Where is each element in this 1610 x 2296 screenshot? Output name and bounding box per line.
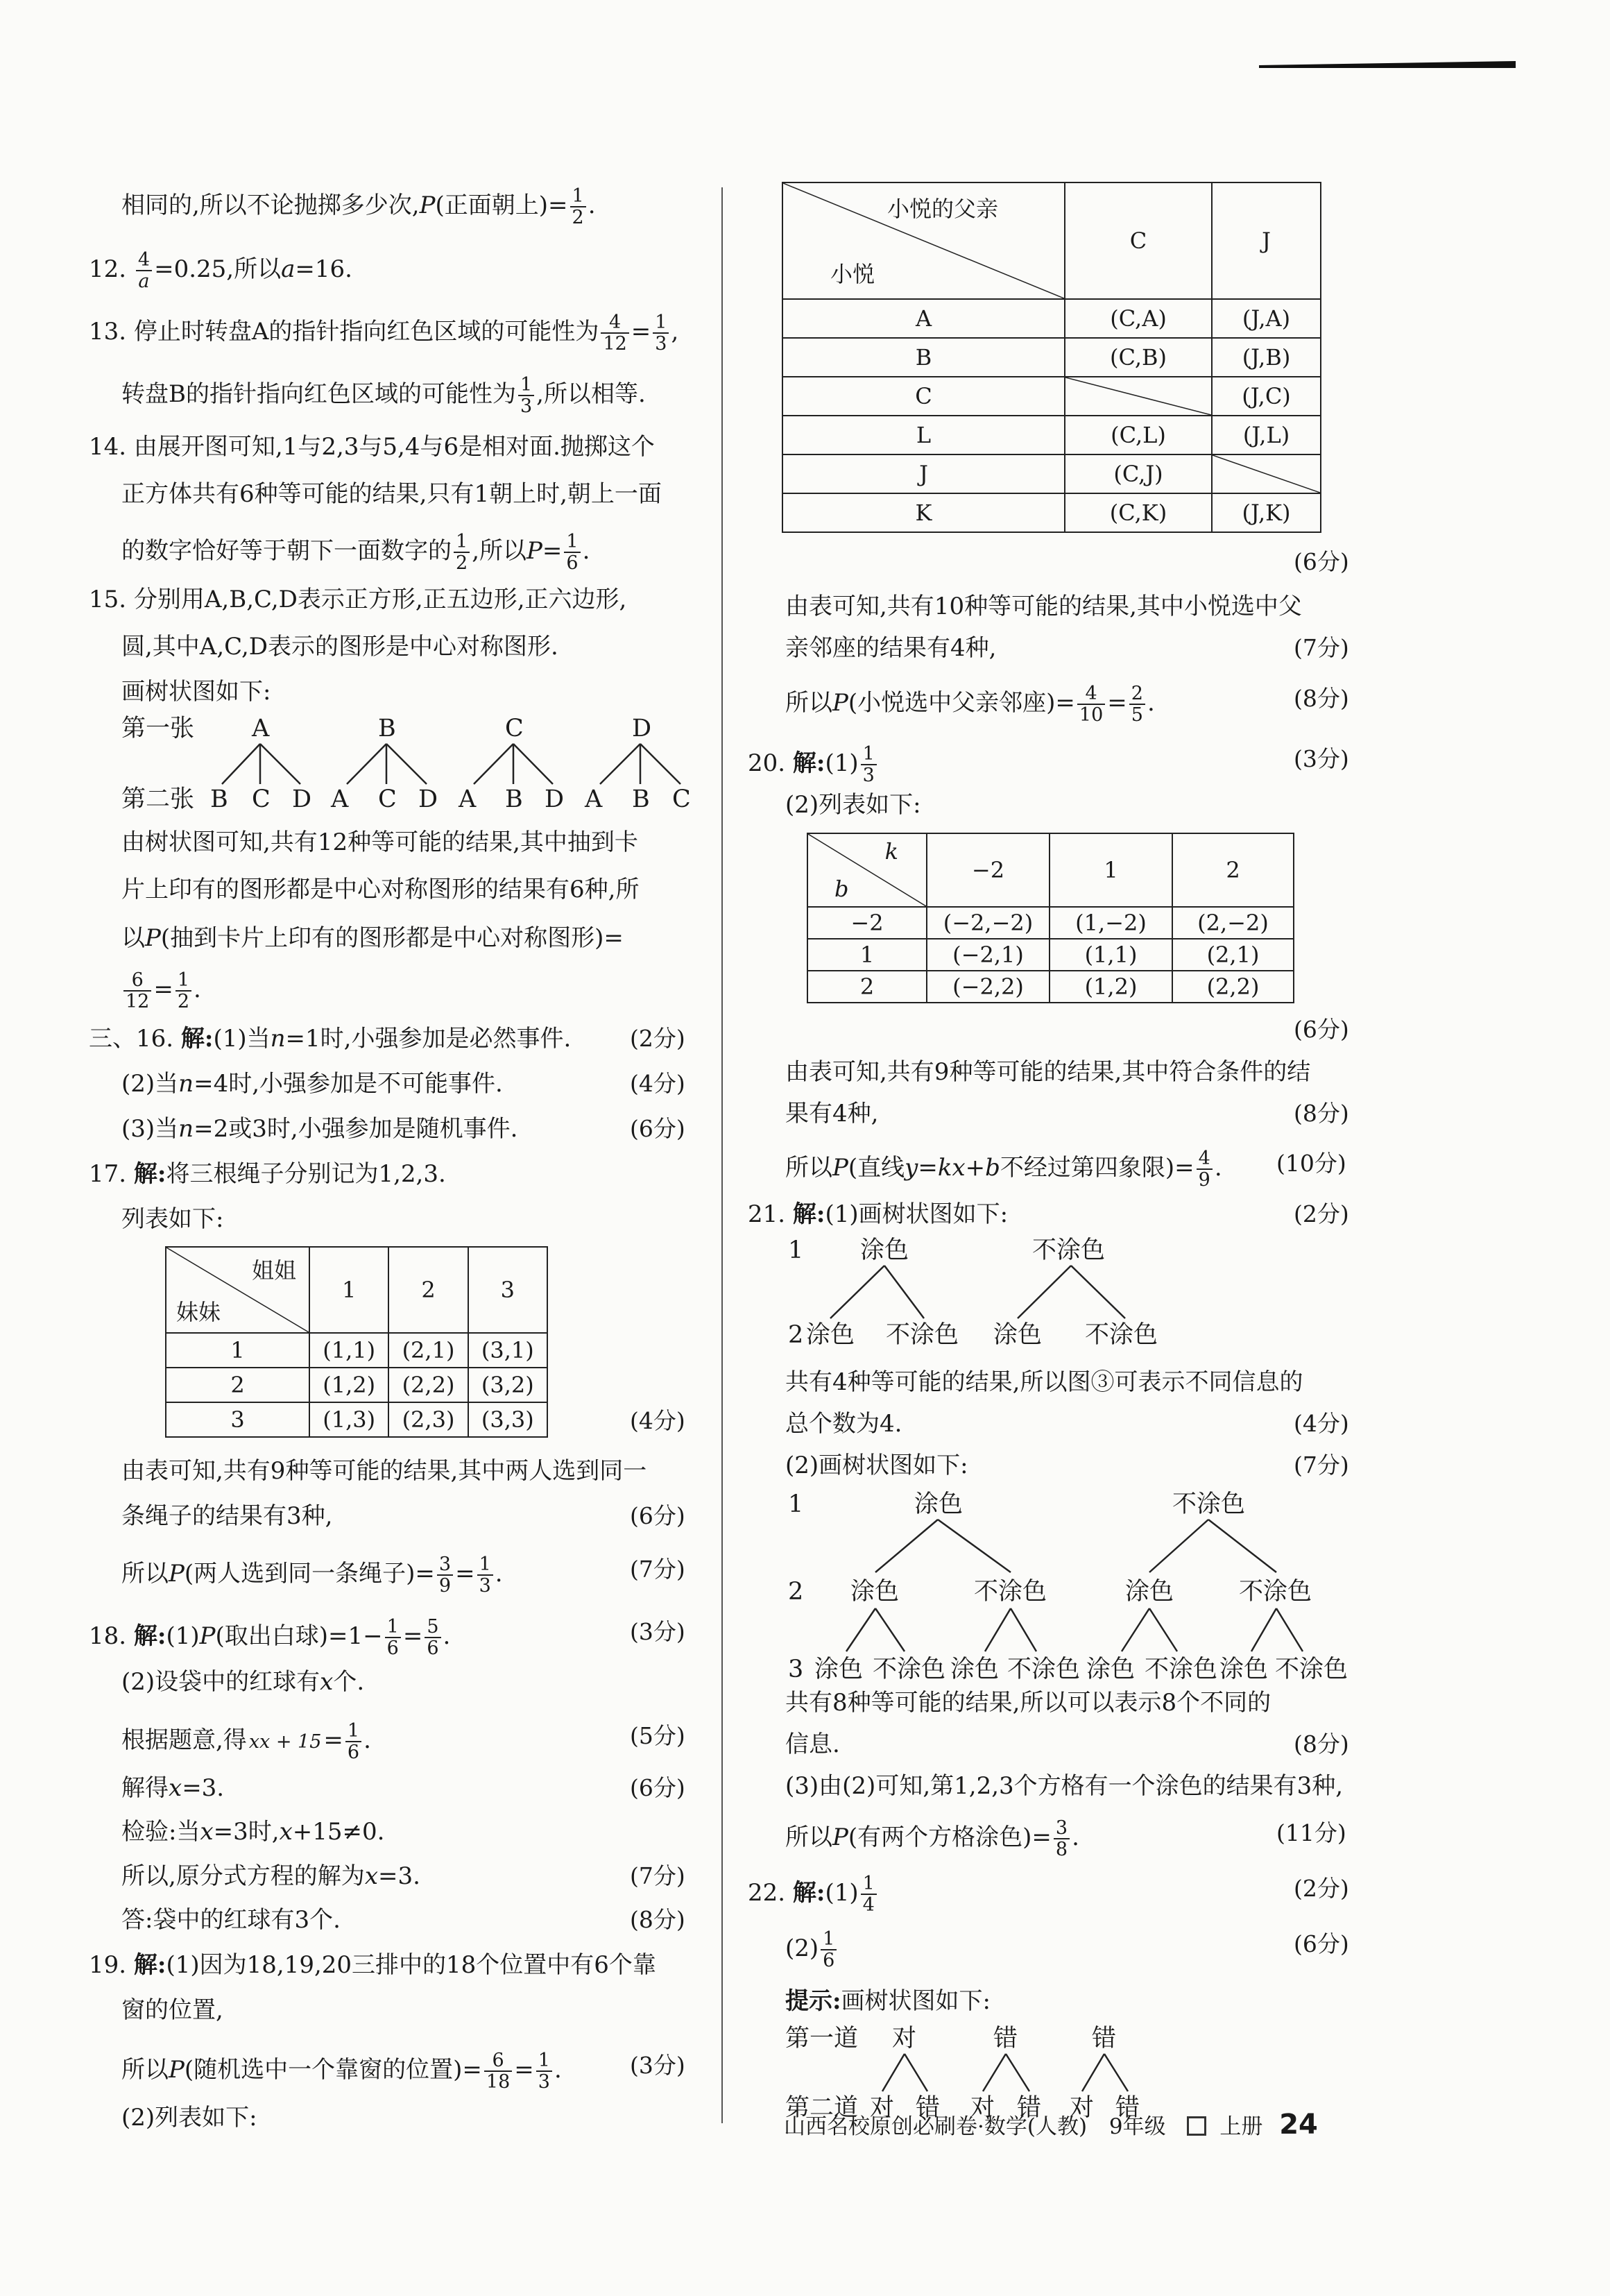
- score-mark: (6分): [1294, 1016, 1349, 1043]
- answer-21-line5: 共有8种等可能的结果,所以可以表示8个不同的: [785, 1689, 1271, 1717]
- answer-21-line8: 所以P(有两个方格涂色)= $\frac{3}{8}$ .: [785, 1817, 1079, 1860]
- fraction: $\frac{1}{6}$: [345, 1721, 361, 1762]
- tree-node: 不涂色: [1145, 1656, 1218, 1683]
- score-mark: (7分): [630, 1862, 685, 1889]
- table-row: [782, 454, 1321, 493]
- fraction: $\frac{5}{6}$: [425, 1617, 440, 1658]
- tree-node: 对: [1070, 2094, 1095, 2122]
- answer-17-line2: 列表如下:: [121, 1205, 224, 1233]
- corner-header-top: 姐姐: [251, 1257, 296, 1284]
- row-header: A: [782, 299, 1065, 338]
- table-cell: (J,K): [1212, 493, 1321, 532]
- fraction: $\frac{1}{6}$: [821, 1929, 837, 1971]
- answer-20-line5: 所以P(直线y=kx+b不经过第四象限)= $\frac{4}{9}$ .: [785, 1148, 1222, 1191]
- table-cell: (C,J): [1065, 454, 1212, 493]
- column-header: 3: [468, 1247, 547, 1333]
- table-cell: (2,1): [388, 1333, 468, 1368]
- tree-node: 涂色: [1086, 1656, 1136, 1683]
- tree-row-label: 第一道: [785, 2025, 859, 2052]
- line-11-tail: 相同的,所以不论抛掷多少次,P(正面朝上)= $\frac{1}{2}$ .: [121, 185, 596, 228]
- column-header: 1: [1050, 833, 1172, 907]
- table-row: [782, 338, 1321, 377]
- tree-row-label: 第二道: [785, 2094, 859, 2122]
- tree-node: 涂色: [814, 1656, 864, 1683]
- table-cell: (3,1): [468, 1333, 547, 1368]
- tree-node: 涂色: [860, 1236, 909, 1264]
- diagonal-line: [1065, 377, 1211, 415]
- score-mark: (2分): [1294, 1200, 1349, 1227]
- tree-node: 涂色: [993, 1321, 1043, 1349]
- table-cell: (C,L): [1065, 416, 1212, 454]
- answer-18-line3: 根据题意,得 xx + 15= $\frac{1}{6}$ .: [121, 1720, 371, 1763]
- table-row: [782, 299, 1321, 338]
- table-cell: (2,2): [388, 1368, 468, 1402]
- page-number: 24: [1279, 2109, 1318, 2141]
- table-cell: (3,3): [468, 1402, 547, 1437]
- tree-node: 涂色: [850, 1578, 900, 1606]
- tree-node: B: [632, 785, 650, 813]
- answer-13-line2: 转盘B的指针指向红色区域的可能性为 $\frac{1}{3}$ ,所以相等.: [121, 374, 646, 417]
- tree-node: D: [418, 785, 438, 813]
- table-row: [166, 1402, 547, 1437]
- column-divider: [721, 187, 723, 2123]
- page-footer: [784, 2109, 1318, 2142]
- tree-node: 对: [892, 2025, 917, 2052]
- answer-17-line3: 由表可知,共有9种等可能的结果,其中两人选到同一: [121, 1457, 647, 1485]
- table-cell: (2,2): [1172, 971, 1294, 1003]
- answer-21-line1: 21. 解:(1)画树状图如下:: [748, 1200, 1009, 1228]
- answer-16-line2: (2)当n=4时,小强参加是不可能事件.: [121, 1070, 503, 1098]
- answer-15-line6: 以P(抽到卡片上印有的图形都是中心对称图形)=: [121, 924, 624, 952]
- table-cell: (1,2): [309, 1368, 388, 1402]
- answer-19-line3: 所以P(随机选中一个靠窗的位置)= $\frac{6}{18}$ = $\frac{1}{3}$ .: [121, 2050, 562, 2093]
- score-mark: (7分): [1294, 634, 1349, 661]
- score-mark: (8分): [1294, 1100, 1349, 1127]
- row-header: L: [782, 416, 1065, 454]
- fraction: $\frac{6}{12}$: [123, 970, 151, 1012]
- tree-node: D: [545, 785, 565, 813]
- score-mark: (10分): [1276, 1150, 1346, 1177]
- fraction: $\frac{1}{2}$: [175, 970, 191, 1012]
- answer-19-line4: (2)列表如下:: [121, 2104, 257, 2132]
- table-row: [782, 493, 1321, 532]
- fraction: $\frac{4}{10}$: [1077, 683, 1105, 725]
- answer-18-line4: 解得x=3.: [121, 1774, 225, 1802]
- fraction: $\frac{1}{3}$: [518, 375, 534, 416]
- table-row: [807, 939, 1294, 971]
- crossed-out-cell: [1065, 377, 1212, 416]
- score-mark: (5分): [630, 1722, 685, 1749]
- fraction: $\frac{6}{18}$: [484, 2050, 512, 2092]
- answer-17-line5: 所以P(两人选到同一条绳子)= $\frac{3}{9}$ = $\frac{1}{3}$ .: [121, 1554, 503, 1597]
- score-mark: (3分): [630, 2052, 685, 2079]
- answer-19b-line3: 所以P(小悦选中父亲邻座)= $\frac{4}{10}$ = $\frac{2}{5}$ .: [785, 683, 1155, 726]
- tree-level-label: 2: [788, 1321, 804, 1349]
- tree-row-label: 第二张: [121, 785, 195, 813]
- corner-header-bottom: b: [834, 876, 849, 902]
- table-cell: (C,K): [1065, 493, 1212, 532]
- tree-node: C: [378, 785, 397, 813]
- fraction: $\frac{2}{5}$: [1129, 683, 1145, 725]
- tree-node: C: [252, 785, 271, 813]
- answer-20-line4: 果有4种,: [785, 1100, 879, 1128]
- corner-header-top: 小悦的父亲: [887, 196, 998, 222]
- table-row: [166, 1368, 547, 1402]
- tree-level-label: 1: [788, 1236, 804, 1264]
- table-cell: (1,2): [1050, 971, 1172, 1003]
- answer-14-line1: 14. 由展开图可知,1与2,3与5,4与6是相对面.抛掷这个: [89, 433, 655, 461]
- fraction: $\frac{1}{4}$: [861, 1873, 877, 1915]
- corner-header-top: k: [884, 838, 898, 865]
- score-mark: (6分): [630, 1115, 685, 1142]
- tree-node: 错: [1092, 2025, 1117, 2052]
- table-cell: (1,−2): [1050, 907, 1172, 939]
- row-header: J: [782, 454, 1065, 493]
- fraction: $\frac{1}{3}$: [536, 2050, 552, 2092]
- score-mark: (8分): [630, 1906, 685, 1933]
- score-mark: (3分): [1294, 745, 1349, 772]
- table-19: [782, 182, 1321, 533]
- table-cell: (J,C): [1212, 377, 1321, 416]
- table-corner-cell: [782, 182, 1065, 299]
- table-cell: (J,A): [1212, 299, 1321, 338]
- table-cell: (1,1): [309, 1333, 388, 1368]
- tree-node: 错: [1017, 2094, 1042, 2122]
- score-mark: (2分): [1294, 1875, 1349, 1902]
- answer-15-line4: 由树状图可知,共有12种等可能的结果,其中抽到卡: [121, 828, 638, 856]
- answer-21-line2: 共有4种等可能的结果,所以图③可表示不同信息的: [785, 1368, 1303, 1396]
- tree-node: 错: [916, 2094, 941, 2122]
- tree-diagram-21-1: [785, 1236, 1326, 1354]
- table-cell: (2,1): [1172, 939, 1294, 971]
- table-cell: (J,L): [1212, 416, 1321, 454]
- table-cell: (2,3): [388, 1402, 468, 1437]
- answer-14-line2: 正方体共有6种等可能的结果,只有1朝上时,朝上一面: [121, 480, 662, 508]
- fraction: $\frac{4}{a}$: [136, 250, 152, 291]
- diagonal-line: [1213, 455, 1320, 493]
- table-corner-cell: [807, 833, 927, 907]
- table-cell: (1,3): [309, 1402, 388, 1437]
- answer-21-line6: 信息.: [785, 1730, 840, 1758]
- table-cell: (C,B): [1065, 338, 1212, 377]
- fraction: xx + 15: [248, 1730, 322, 1753]
- answer-18-line2: (2)设袋中的红球有x个.: [121, 1668, 365, 1696]
- answer-22-line2: (2) $\frac{1}{6}$: [785, 1929, 839, 1971]
- volume-label: 上册: [1219, 2114, 1263, 2139]
- column-header: 1: [309, 1247, 388, 1333]
- column-header: 2: [388, 1247, 468, 1333]
- answer-20-line1: 20. 解:(1) $\frac{1}{3}$: [748, 744, 879, 785]
- square-icon: [1187, 2116, 1206, 2136]
- tree-node: 对: [870, 2094, 895, 2122]
- table-20: [807, 833, 1294, 1003]
- answer-16-line1: 三、16. 解:(1)当n=1时,小强参加是必然事件.: [89, 1025, 572, 1053]
- score-mark: (7分): [630, 1556, 685, 1583]
- tree-node: 不涂色: [974, 1578, 1047, 1606]
- tree-node: A: [252, 715, 270, 742]
- answer-12: 12. $\frac{4}{a}=0.25$,所以a=16.: [89, 249, 352, 292]
- tree-diagram-15: [121, 715, 718, 819]
- corner-header-bottom: 妹妹: [176, 1299, 221, 1325]
- tree-node: 涂色: [950, 1656, 1000, 1683]
- fraction: $\frac{4}{12}$: [601, 312, 628, 354]
- tree-node: C: [672, 785, 691, 813]
- answer-21-line4: (2)画树状图如下:: [785, 1452, 968, 1479]
- answer-22-line1: 22. 解:(1) $\frac{1}{4}$: [748, 1873, 879, 1915]
- table-cell: (C,A): [1065, 299, 1212, 338]
- book-title: 山西名校原创必刷卷·数学(人教): [784, 2114, 1088, 2139]
- answer-16-line3: (3)当n=2或3时,小强参加是随机事件.: [121, 1115, 518, 1143]
- table-cell: (−2,2): [927, 971, 1050, 1003]
- answer-17-line4: 条绳子的结果有3种,: [121, 1502, 333, 1530]
- tree-node: D: [632, 715, 652, 742]
- answer-18-line5: 检验:当x=3时,x+15≠0.: [121, 1818, 385, 1846]
- tree-node: A: [459, 785, 477, 813]
- diagonal-line: [808, 834, 926, 906]
- table-cell: (2,−2): [1172, 907, 1294, 939]
- answer-15-line3: 画树状图如下:: [121, 678, 271, 706]
- tree-node: 涂色: [1125, 1578, 1174, 1606]
- column-header: J: [1212, 182, 1321, 299]
- fraction: $\frac{1}{3}$: [861, 744, 877, 785]
- row-header: B: [782, 338, 1065, 377]
- answer-18-line1: 18. 解:(1)P(取出白球)=1− $\frac{1}{6}$ = $\frac{5}{6}$ .: [89, 1616, 451, 1659]
- answer-19-line2: 窗的位置,: [121, 1996, 223, 2024]
- table-corner-cell: [166, 1247, 309, 1333]
- row-header: 1: [807, 939, 927, 971]
- fraction: $\frac{3}{8}$: [1054, 1818, 1070, 1860]
- score-mark: (6分): [630, 1774, 685, 1801]
- tree-node: 涂色: [1219, 1656, 1269, 1683]
- row-header: 2: [166, 1368, 309, 1402]
- fraction: $\frac{1}{2}$: [454, 532, 470, 573]
- tree-level-label: 3: [788, 1656, 804, 1683]
- score-mark: (6分): [630, 1502, 685, 1529]
- fraction: $\frac{1}{2}$: [570, 186, 586, 228]
- fraction: $\frac{1}{6}$: [564, 532, 580, 573]
- tree-node: 不涂色: [1085, 1321, 1158, 1349]
- tree-node: 不涂色: [886, 1321, 959, 1349]
- tree-node: 不涂色: [1239, 1578, 1312, 1606]
- row-header: K: [782, 493, 1065, 532]
- score-mark: (6分): [1294, 548, 1349, 575]
- answer-19b-line2: 亲邻座的结果有4种,: [785, 634, 997, 662]
- column-header: 2: [1172, 833, 1294, 907]
- answer-14-line3: 的数字恰好等于朝下一面数字的 $\frac{1}{2}$ ,所以P= $\frac{1}{6}$ .: [121, 531, 590, 574]
- row-header: 3: [166, 1402, 309, 1437]
- column-header: C: [1065, 182, 1212, 299]
- tree-node: 不涂色: [873, 1656, 946, 1683]
- table-cell: (1,1): [1050, 939, 1172, 971]
- answer-19b-line1: 由表可知,共有10种等可能的结果,其中小悦选中父: [785, 593, 1302, 620]
- top-decoration-bar: [1259, 61, 1516, 68]
- tree-node: 不涂色: [1275, 1656, 1348, 1683]
- tree-node: 涂色: [914, 1490, 964, 1518]
- answer-15-line1: 15. 分别用A,B,C,D表示正方形,正五边形,正六边形,: [89, 586, 627, 613]
- answer-19-line1: 19. 解:(1)因为18,19,20三排中的18个位置中有6个靠: [89, 1951, 656, 1979]
- answer-15-line7: $\frac{6}{12}$ = $\frac{1}{2}$ .: [121, 970, 201, 1012]
- tree-node: A: [585, 785, 603, 813]
- fraction: $\frac{1}{3}$: [653, 312, 669, 354]
- tree-diagram-21-2: [785, 1490, 1368, 1692]
- tree-node: 不涂色: [1007, 1656, 1081, 1683]
- table-cell: (−2,1): [927, 939, 1050, 971]
- answer-18-line7: 答:袋中的红球有3个.: [121, 1906, 341, 1934]
- tree-node: 不涂色: [1172, 1490, 1246, 1518]
- fraction: $\frac{4}{9}$: [1197, 1148, 1213, 1190]
- table-cell: (J,B): [1212, 338, 1321, 377]
- table-row: [166, 1333, 547, 1368]
- table-row: [782, 416, 1321, 454]
- answer-18-line6: 所以,原分式方程的解为x=3.: [121, 1862, 420, 1890]
- tree-node: D: [292, 785, 312, 813]
- fraction: $\frac{3}{9}$: [437, 1554, 453, 1596]
- tree-node: B: [505, 785, 523, 813]
- row-header: −2: [807, 907, 927, 939]
- table-row: [807, 907, 1294, 939]
- table-cell: (−2,−2): [927, 907, 1050, 939]
- answer-22-hint: 提示:画树状图如下:: [785, 1987, 991, 2015]
- tree-level-label: 1: [788, 1490, 804, 1518]
- tree-node: C: [505, 715, 524, 742]
- score-mark: (4分): [630, 1070, 685, 1097]
- tree-node: 错: [1115, 2094, 1140, 2122]
- answer-21-line3: 总个数为4.: [785, 1410, 902, 1438]
- tree-row-label: 第一张: [121, 715, 195, 742]
- crossed-out-cell: [1212, 454, 1321, 493]
- answer-21-line7: (3)由(2)可知,第1,2,3个方格有一个涂色的结果有3种,: [785, 1772, 1344, 1800]
- score-mark: (8分): [1294, 685, 1349, 712]
- answer-15-line2: 圆,其中A,C,D表示的图形是中心对称图形.: [121, 633, 558, 661]
- column-header: −2: [927, 833, 1050, 907]
- answer-15-line5: 片上印有的图形都是中心对称图形的结果有6种,所: [121, 876, 640, 903]
- corner-header-bottom: 小悦: [830, 261, 875, 287]
- table-row: [782, 377, 1321, 416]
- score-mark: (7分): [1294, 1452, 1349, 1479]
- answer-13-line1: 13. 停止时转盘A的指针指向红色区域的可能性为 $\frac{4}{12}$ = $\frac{1}{3}$ ,: [89, 312, 679, 355]
- score-mark: (6分): [1294, 1930, 1349, 1957]
- tree-node: B: [210, 785, 228, 813]
- score-mark: (2分): [630, 1025, 685, 1052]
- score-mark: (11分): [1276, 1819, 1346, 1846]
- tree-node: B: [378, 715, 396, 742]
- table-17: [165, 1246, 548, 1438]
- row-header: C: [782, 377, 1065, 416]
- answer-20-line2: (2)列表如下:: [785, 791, 921, 819]
- score-mark: (4分): [1294, 1410, 1349, 1437]
- tree-node: 对: [970, 2094, 995, 2122]
- answer-17-line1: 17. 解:将三根绳子分别记为1,2,3.: [89, 1160, 446, 1188]
- table-row: [807, 971, 1294, 1003]
- fraction: $\frac{1}{3}$: [477, 1554, 493, 1596]
- tree-node: 涂色: [806, 1321, 855, 1349]
- fraction: $\frac{1}{6}$: [385, 1617, 401, 1658]
- grade-label: 9年级: [1108, 2114, 1166, 2139]
- tree-node: 不涂色: [1032, 1236, 1106, 1264]
- table-cell: (3,2): [468, 1368, 547, 1402]
- row-header: 2: [807, 971, 927, 1003]
- score-mark: (4分): [630, 1407, 685, 1434]
- row-header: 1: [166, 1333, 309, 1368]
- tree-level-label: 2: [788, 1578, 804, 1606]
- answer-20-line3: 由表可知,共有9种等可能的结果,其中符合条件的结: [785, 1058, 1311, 1086]
- tree-node: 错: [993, 2025, 1018, 2052]
- score-mark: (8分): [1294, 1730, 1349, 1758]
- tree-node: A: [331, 785, 349, 813]
- score-mark: (3分): [630, 1618, 685, 1645]
